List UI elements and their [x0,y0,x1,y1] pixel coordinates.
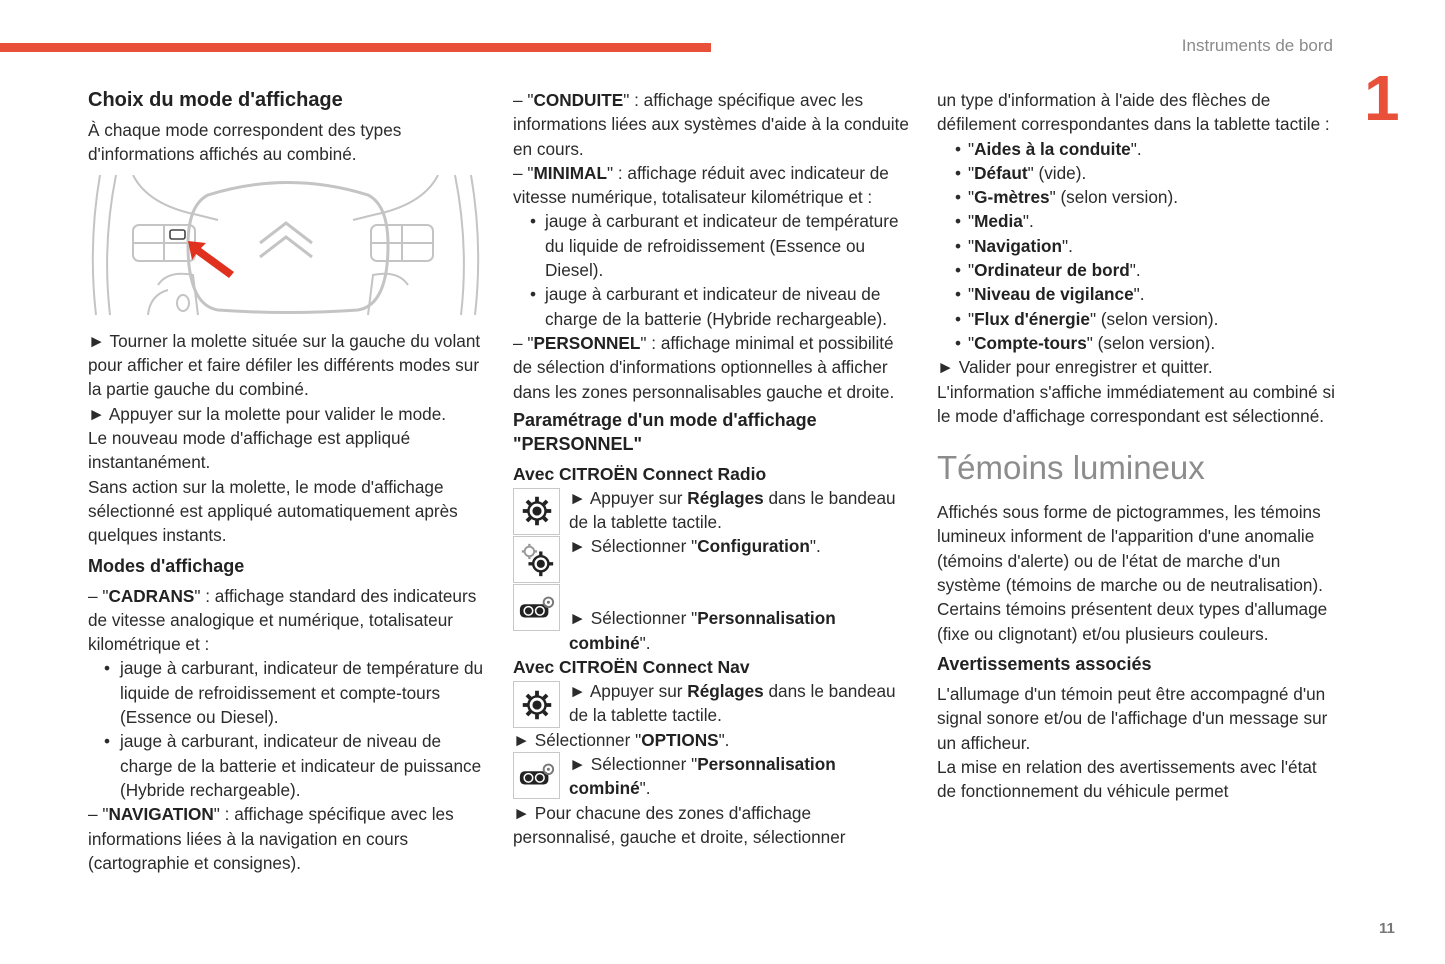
connect-radio-title: Avec CITROËN Connect Radio [513,463,767,484]
mode-conduite: – "CONDUITE" : affichage spécifique avec les informations liées aux systèmes d'aide à la conduite en cours. [513,90,909,159]
cluster-personalisation-icon [513,752,560,799]
page-number: 11 [1379,920,1395,937]
zone-selection-text: ► Pour chacune des zones d'affichage personnalisé, gauche et droite, sélectionner [513,802,846,847]
info-type-text: un type d'information à l'aide des flèches de défilement correspondantes dans la tablette tactile : [937,90,1330,135]
associated-warnings-p1: L'allumage d'un témoin peut être accompagné d'un signal sonore et/ou de l'affichage d'un message sur un afficheur. [937,683,1328,753]
option-item: • "Navigation". [937,234,1337,258]
connect-nav-title: Avec CITROËN Connect Nav [513,657,750,678]
option-item: • "G-mètres" (selon version). [937,185,1337,209]
option-item: • "Compte-tours" (selon version). [937,331,1337,355]
info-display-text: L'information s'affiche immédiatement au combiné si le mode d'affichage correspondant est sélectionné. [937,381,1335,426]
cadrans-item: • jauge à carburant, indicateur de niveau de charge de la batterie et indicateur de puissance (Hybride rechargeable). [88,729,488,802]
intro-text: À chaque mode correspondent des types d'informations affichés au combiné. [88,120,402,165]
associated-warnings-title: Avertissements associés [937,653,1152,674]
associated-warnings-p2: La mise en relation des avertissements avec l'état de fonctionnement du véhicule permet [937,756,1317,802]
radio-step-configuration [513,534,913,582]
option-item: • "Flux d'énergie" (selon version). [937,307,1337,331]
nav-step-3: ► Sélectionner "Personnalisation combiné". [569,753,836,799]
option-item: • "Niveau de vigilance". [937,282,1337,306]
option-item: • "Ordinateur de bord". [937,258,1337,282]
display-mode-title: Choix du mode d'affichage [88,89,343,111]
validate-step: ► Valider pour enregistrer et quitter. [937,357,1213,378]
warning-lights-title: Témoins lumineux [937,449,1205,487]
option-item: • "Media". [937,209,1337,233]
radio-step-settings [513,486,913,535]
cadrans-item: • jauge à carburant, indicateur de température du liquide de refroidissement et compte-tours (Essence ou Diesel). [88,656,488,729]
chapter-number: 1 [1364,62,1400,134]
configuration-gears-icon [513,536,560,583]
column-2 [513,88,913,849]
mode-personnel: – "PERSONNEL" : affichage minimal et possibilité de sélection d'informations optionnelles à afficher dans les zones personnalisables gauche et droite. [513,332,895,402]
option-item: • "Défaut" (vide). [937,161,1337,185]
steering-wheel-illustration [88,175,483,315]
settings-gear-icon [513,681,560,728]
radio-step-personalisation [513,582,913,655]
nav-step-1: ► Appuyer sur Réglages dans le bandeau de la tablette tactile. [569,681,896,726]
warning-lights-text: Affichés sous forme de pictogrammes, les témoins lumineux informent de l'apparition d'une anomalie (témoins d'alerte) ou de l'état de marche d'un système (témoins de marche ou de neutralisation). Certains témoins présentent deux types d'allumage (fixe ou clignotant) et/ou plusieurs couleurs. [937,502,1328,644]
mode-cadrans: – "CADRANS" : affichage standard des indicateurs de vitesse analogique et numérique, totalisateur kilométrique et : [88,585,477,655]
nav-step-2: ► Sélectionner "OPTIONS". [513,729,730,750]
auto-apply-text: Sans action sur la molette, le mode d'affichage sélectionné est appliqué automatiquement après quelques instants. [88,476,458,546]
nav-step-personalisation [513,752,913,801]
top-accent-bar [0,43,711,52]
option-item: • "Aides à la conduite". [937,137,1337,161]
column-3 [937,88,1337,803]
nav-step-settings [513,679,913,728]
personnel-setup-title: Paramétrage d'un mode d'affichage "PERSONNEL" [513,409,817,454]
radio-step-1: ► Appuyer sur Réglages dans le bandeau de la tablette tactile. [569,487,896,533]
mode-applied-text: Le nouveau mode d'affichage est appliqué instantanément. [88,428,411,473]
column-1 [88,88,488,875]
radio-step-3: ► Sélectionner "Personnalisation combiné". [569,608,836,653]
minimal-item: • jauge à carburant et indicateur de température du liquide de refroidissement (Essence ou Diesel). [513,209,913,282]
mode-navigation: – "NAVIGATION" : affichage spécifique avec les informations liées à la navigation en cours (cartographie et consignes). [88,804,454,873]
display-modes-title: Modes d'affichage [88,555,245,576]
section-label: Instruments de bord [1181,36,1333,55]
settings-gear-icon [513,488,560,535]
step-turn-wheel: ► Tourner la molette située sur la gauche du volant pour afficher et faire défiler les différents modes sur la partie gauche du combiné. [88,330,481,400]
step-press-wheel: ► Appuyer sur la molette pour valider le mode. [88,403,447,424]
minimal-item: • jauge à carburant et indicateur de niveau de charge de la batterie (Hybride rechargeable). [513,282,913,331]
radio-step-2: ► Sélectionner "Configuration". [569,536,821,557]
mode-minimal: – "MINIMAL" : affichage réduit avec indicateur de vitesse numérique, totalisateur kilométrique et : [513,162,889,208]
cluster-personalisation-icon [513,584,560,631]
